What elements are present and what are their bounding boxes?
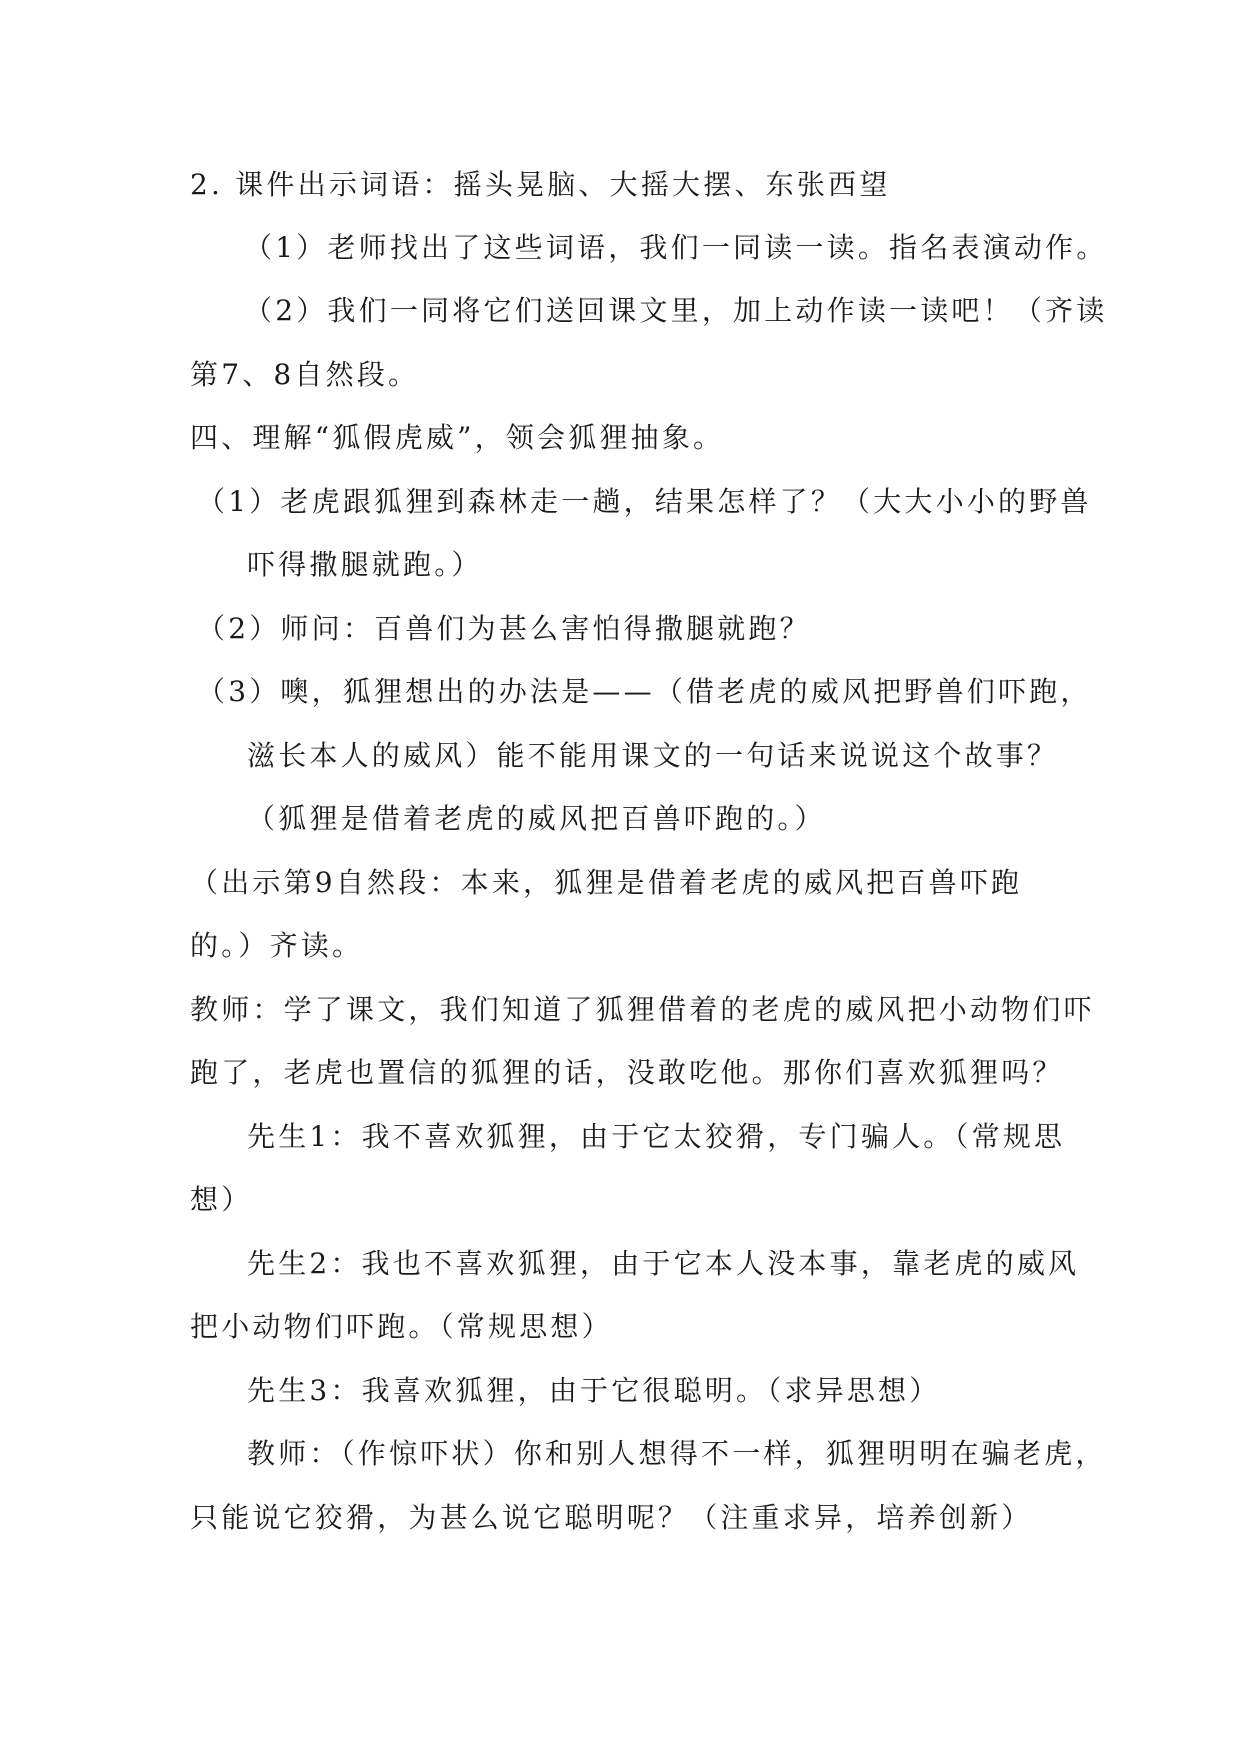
text-line: 只能说它狡猾，为甚么说它聪明呢？（注重求异，培养创新） (190, 1501, 1033, 1534)
text-line: 想） (190, 1183, 253, 1216)
text-line: （1）老虎跟狐狸到森林走一趟，结果怎样了？（大大小小的野兽 (197, 485, 1092, 518)
text-line: （3）噢，狐狸想出的办法是——（借老虎的威风把野兽们吓跑， (197, 675, 1092, 708)
text-line: 先生2：我也不喜欢狐狸，由于它本人没本事，靠老虎的威风 (247, 1247, 1080, 1280)
text-line: 先生1：我不喜欢狐狸，由于它太狡猾，专门骗人。（常规思 (247, 1120, 1066, 1153)
text-line: 先生3：我喜欢狐狸，由于它很聪明。（求异思想） (247, 1374, 941, 1407)
text-line: 跑了，老虎也置信的狐狸的话，没敢吃他。那你们喜欢狐狸吗？ (190, 1056, 1064, 1089)
text-line: 滋长本人的威风）能不能用课文的一句话来说说这个故事？ (247, 739, 1059, 772)
text-line: 教师：学了课文，我们知道了狐狸借着的老虎的威风把小动物们吓 (190, 993, 1095, 1026)
text-line: 吓得撒腿就跑。） (247, 548, 483, 581)
text-line: 教师：（作惊吓状）你和别人想得不一样，狐狸明明在骗老虎， (247, 1437, 1107, 1470)
text-line: （2）我们一同将它们送回课文里，加上动作读一读吧！（齐读 (244, 294, 1108, 327)
text-line: 2. 课件出示词语：摇头晃脑、大摇大摆、东张西望 (190, 168, 891, 201)
text-line: （狐狸是借着老虎的威风把百兽吓跑的。） (247, 802, 826, 835)
text-line: （2）师问：百兽们为甚么害怕得撒腿就跑？ (197, 612, 811, 645)
text-line: 第7、8自然段。 (190, 358, 420, 391)
section-heading: 四、理解“狐假虎威”，领会狐狸抽象。 (190, 421, 725, 454)
text-line: （1）老师找出了这些词语，我们一同读一读。指名表演动作。 (244, 231, 1108, 264)
text-line: （出示第9自然段：本来，狐狸是借着老虎的威风把百兽吓跑 (190, 866, 1023, 899)
text-line: 的。）齐读。 (190, 929, 364, 962)
text-line: 把小动物们吓跑。（常规思想） (190, 1310, 613, 1343)
